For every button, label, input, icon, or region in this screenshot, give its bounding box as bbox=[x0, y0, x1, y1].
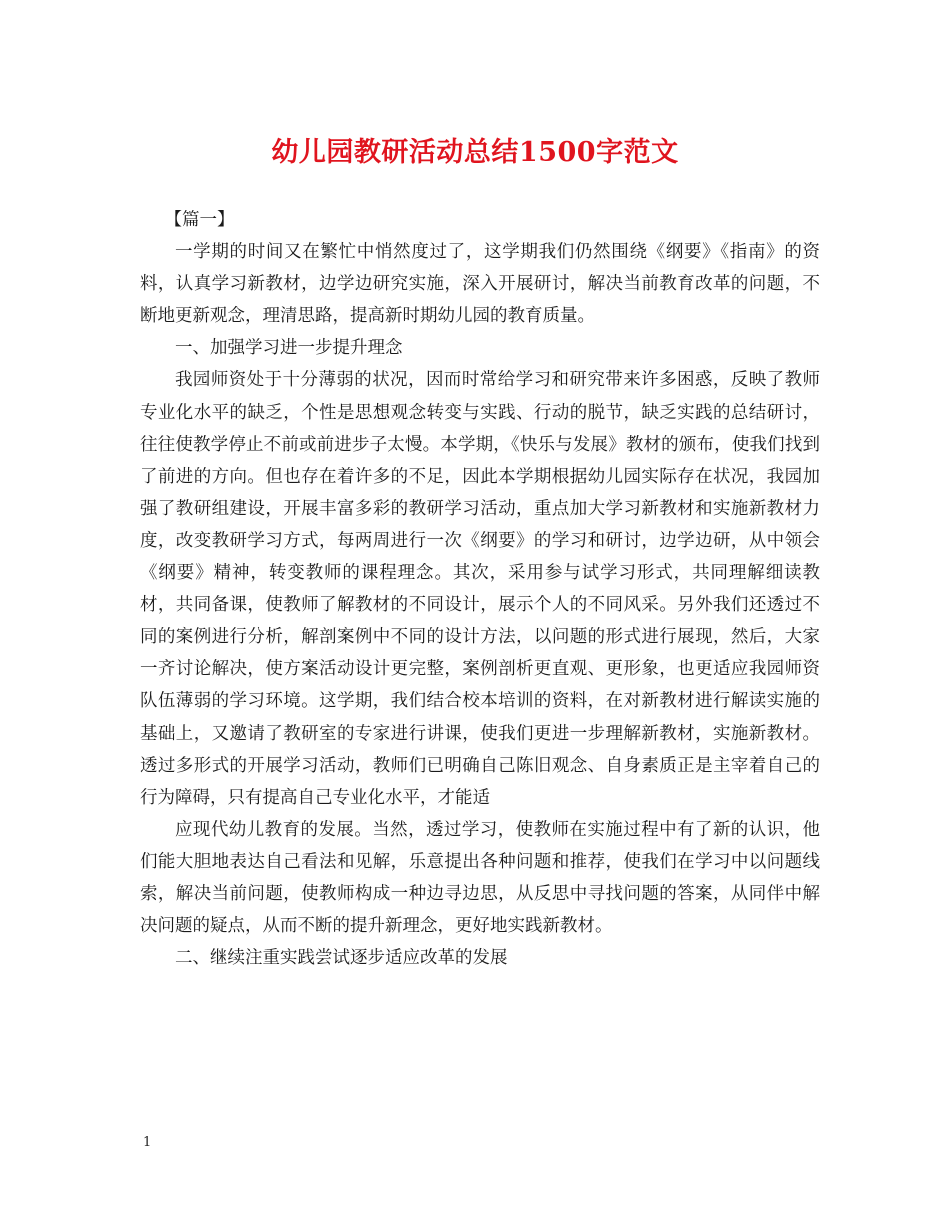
document-body bbox=[140, 204, 820, 974]
section-label: 【篇一】 bbox=[164, 210, 235, 230]
paragraph-section-1: 我园师资处于十分薄弱的状况，因而时常给学习和研究带来许多困惑，反映了教师专业化水平的缺乏，个性是思想观念转变与实践、行动的脱节，缺乏实践的总结研讨，往往使教学停止不前或前进步子太慢。本学期，《快乐与发展》教材的颁布，使我们找到了前进的方向。但也存在着许多的不足，因此本学期根据幼儿园实际存在状况，我园加强了教研组建设，开展丰富多彩的教研学习活动，重点加大学习新教材和实施新教材力度，改变教研学习方式，每两周进行一次《纲要》的学习和研讨，边学边研，从中领会《纲要》精神，转变教师的课程理念。其次，采用参与试学习形式，共同理解细读教材，共同备课，使教师了解教材的不同设计，展示个人的不同风采。另外我们还透过不同的案例进行分析，解剖案例中不同的设计方法，以问题的形式进行展现，然后，大家一齐讨论解决，使方案活动设计更完整，案例剖析更直观、更形象，也更适应我园师资队伍薄弱的学习环境。这学期，我们结合校本培训的资料，在对新教材进行解读实施的基础上，又邀请了教研室的专家进行讲课，使我们更进一步理解新教材，实施新教材。透过多形式的开展学习活动，教师们已明确自己陈旧观念、自身素质正是主宰着自己的行为障碍，只有提高自己专业化水平，才能适 bbox=[140, 370, 820, 808]
paragraph-intro: 一学期的时间又在繁忙中悄然度过了，这学期我们仍然围绕《纲要》《指南》的资料，认真学习新教材，边学边研究实施，深入开展研讨，解决当前教育改革的问题，不断地更新观念，理清思路，提高新时期幼儿园的教育质量。 bbox=[140, 242, 820, 327]
page-number: 1 bbox=[143, 1135, 152, 1150]
heading-section-2: 二、继续注重实践尝试逐步适应改革的发展 bbox=[175, 948, 508, 969]
heading-section-1: 一、加强学习进一步提升理念 bbox=[175, 338, 403, 359]
paragraph-section-1-continued: 应现代幼儿教育的发展。当然，透过学习，使教师在实施过程中有了新的认识，他们能大胆地表达自己看法和见解，乐意提出各种问题和推荐，使我们在学习中以问题线索，解决当前问题，使教师构成一种边寻边思，从反思中寻找问题的答案，从同伴中解决问题的疑点，从而不断的提升新理念，更好地实践新教材。 bbox=[140, 819, 820, 937]
page-title: 幼儿园教研活动总结1500字范文 bbox=[271, 137, 679, 168]
